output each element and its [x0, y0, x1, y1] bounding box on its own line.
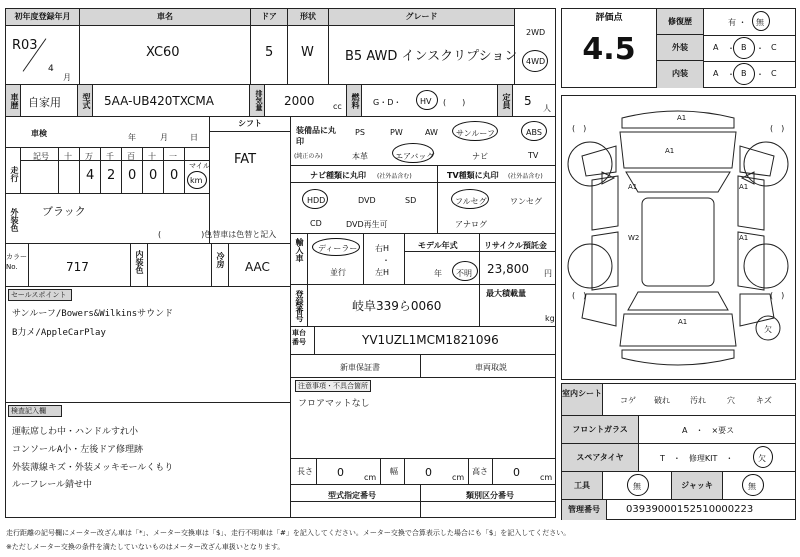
equip-navi: ナビ — [472, 152, 488, 161]
car-diagram — [562, 96, 795, 379]
grade: B5 AWD インスクリプション — [345, 49, 518, 64]
dmg-mark-rear: A1 — [678, 318, 688, 326]
length-cm: cm — [364, 473, 377, 482]
mileage-digit-5: 0 — [170, 168, 179, 183]
usage: 自家用 — [28, 96, 61, 109]
chassis-number: YV1UZL1MCM1821096 — [362, 333, 499, 347]
drive-4wd: 4WD — [526, 57, 546, 66]
mileage-label: 走行 — [10, 165, 19, 182]
cc-unit: cc — [333, 102, 342, 111]
digit-label-4: 百 — [127, 152, 135, 161]
fuel-selected: HV — [420, 97, 432, 106]
type-no-label: 型式指定番号 — [328, 491, 376, 500]
tire-q-3: ( ) — [572, 291, 587, 300]
inspection-day: 日 — [190, 133, 198, 142]
owner-manual: 車両取説 — [475, 363, 507, 372]
color-no-label: カラーNo. — [6, 253, 27, 271]
repair-label: 修復歴 — [657, 9, 703, 35]
digit-label-5: 十 — [148, 152, 156, 161]
repair-options: 有 ・ — [728, 18, 747, 27]
length-label: 長さ — [297, 467, 313, 476]
color-label: 外装色 — [10, 208, 19, 232]
seat-hole: 穴 — [727, 396, 735, 405]
inspector-line-2: コンソールA小・左後ドア修理跡 — [12, 445, 143, 455]
car-name-header: 車名 — [80, 9, 250, 26]
width-value: 0 — [425, 466, 432, 479]
equip-airbag: エアバッグ — [395, 152, 435, 161]
first-reg-month: 4 — [48, 64, 54, 74]
class-no-label: 類別区分番号 — [466, 491, 514, 500]
sales-point-2: B力メ/AppleCarPlay — [12, 328, 106, 338]
shift: FAT — [234, 152, 257, 167]
dmg-mark-hood: A1 — [665, 147, 675, 155]
exterior-grade-b: B — [741, 43, 747, 52]
model-year-unit: 年 — [434, 269, 442, 278]
dmg-mark-right-front: A1 — [739, 183, 749, 191]
navi-hdd: HDD — [307, 196, 326, 205]
displacement-label: 排気量 — [250, 85, 264, 116]
recycle-yen: 円 — [544, 269, 552, 278]
interior-grade-a: A — [713, 69, 719, 78]
inspector-line-4: ルーフレール錆せ中 — [12, 480, 93, 490]
recycle-amount: 23,800 — [487, 262, 529, 276]
door-count: 5 — [265, 45, 274, 60]
capacity-unit: 人 — [543, 104, 551, 113]
tv-sub: (社外品含む) — [508, 173, 543, 180]
displacement: 2000 — [284, 94, 315, 108]
first-reg-header: 初年度登録年月 — [6, 9, 79, 26]
exterior-grade-c: C — [771, 43, 777, 52]
ac-label: 冷房 — [216, 252, 225, 268]
mileage-digit-4: 0 — [149, 168, 158, 183]
tire-q-2: ( ) — [770, 124, 785, 133]
seat-burn: コゲ — [620, 396, 636, 405]
model-label: 型式 — [78, 85, 92, 116]
equip-abs: ABS — [526, 128, 542, 137]
equipment-sub: (純正のみ) — [294, 153, 323, 160]
navi-cd: CD — [310, 219, 322, 228]
seat-dirt: 汚れ — [690, 396, 706, 405]
inspection-year: 年 — [128, 133, 136, 142]
inspection-header: 車検 — [31, 129, 47, 138]
equip-ps: PS — [355, 128, 365, 137]
equipment-label: 装備品に丸印 — [296, 126, 336, 146]
usage-label: 車歴 — [6, 85, 20, 116]
digit-label-6: 一 — [169, 152, 177, 161]
inspector-line-1: 運転席しわ中・ハンドルすれ小 — [12, 427, 139, 437]
equip-leather: 本革 — [352, 152, 368, 161]
import-dot: ・ — [382, 256, 390, 265]
equip-aw: AW — [425, 128, 438, 137]
exterior-dot-2: ・ — [756, 44, 764, 53]
mileage-symbol-label: 記号 — [33, 152, 49, 161]
mgmt-number: 03939000152510000223 — [626, 504, 754, 515]
spare-tire-selected: 欠 — [758, 454, 766, 463]
length-value: 0 — [337, 466, 344, 479]
interior-dot-1: ・ — [727, 70, 735, 79]
fuel-options: G・D・ — [373, 98, 402, 107]
digit-label-3: 千 — [106, 152, 114, 161]
inspector-label: 検査記入欄 — [8, 405, 62, 417]
grade-header: グレード — [329, 9, 514, 26]
width-label: 幅 — [390, 467, 398, 476]
interior-color-label: 内装色 — [135, 250, 144, 274]
door-header: ドア — [251, 9, 287, 26]
model-year-unknown: 不明 — [456, 269, 472, 278]
dmg-mark-right-rear: A1 — [739, 234, 749, 242]
model: 5AA-UB420TXCMA — [104, 94, 214, 108]
notes-label: 注意事項・不具合箇所 — [295, 380, 371, 392]
registration-plate: 岐阜339ら0060 — [352, 299, 442, 313]
mileage-digit-2: 2 — [107, 168, 116, 183]
footer-note-1: 走行距離の記号欄にメーター改ざん車は「*」、メーター交換車は「$」、走行不明車は「#」を記入してください。メーター交換で合算表示した場合にも「$」を記入してください。 — [6, 529, 571, 537]
shape-header: 形状 — [288, 9, 328, 26]
body-shape: W — [301, 45, 314, 60]
seat-scratch: キズ — [756, 396, 772, 405]
sales-point-1: サンルーフ/Bowers&Wilkinsサウンド — [12, 309, 174, 319]
tv-fullseg: フルセグ — [455, 197, 487, 206]
tire-q-1: ( ) — [572, 124, 587, 133]
ac: AAC — [245, 260, 270, 274]
month-unit: 月 — [63, 73, 71, 82]
repair-selected: 無 — [756, 18, 764, 27]
digit-label-1: 十 — [64, 152, 72, 161]
fuel-other: ( ) — [443, 98, 466, 107]
dmg-mark-left-front: A1 — [628, 183, 638, 191]
navi-dvd: DVD — [358, 196, 376, 205]
equip-tv: TV — [528, 151, 539, 160]
import-left: 左H — [375, 268, 390, 277]
dmg-mark-left-rear: W2 — [628, 234, 640, 242]
height-label: 高さ — [472, 467, 488, 476]
km-label: km — [190, 176, 203, 185]
equip-sunroof: サンルーフ — [456, 129, 495, 138]
sales-points-label: セールスポイント — [8, 289, 72, 301]
inspector-line-3: 外装薄線キズ・外装メッキモールくもり — [12, 463, 174, 473]
footer-note-2: ※ただしメーター交換の条件を満たしていないものはメーター改ざん車扱いとなります。 — [6, 543, 285, 551]
first-reg-year: R03 — [12, 38, 38, 53]
interior-grade-c: C — [771, 69, 777, 78]
import-parallel: 並行 — [330, 268, 346, 277]
inspection-month: 月 — [160, 133, 168, 142]
windshield-label: フロントガラス — [562, 416, 638, 443]
score-value: 4.5 — [582, 32, 636, 67]
seat-tear: 破れ — [654, 396, 670, 405]
max-load-label: 最大積載量 — [486, 289, 526, 298]
shift-header: シフト — [210, 117, 290, 132]
tools-selected: 無 — [633, 482, 641, 491]
seat-label: 室内シート — [562, 384, 602, 415]
tv-oneseg: ワンセグ — [510, 197, 542, 206]
tv-analog: アナログ — [455, 220, 487, 229]
tire-q-4: ( ) — [770, 291, 785, 300]
capacity-label: 定員 — [498, 85, 512, 116]
capacity: 5 — [524, 94, 532, 108]
interior-dot-2: ・ — [756, 70, 764, 79]
chip-mark: 欠 — [764, 325, 772, 334]
exterior-grade-a: A — [713, 43, 719, 52]
spare-tire-label: スペアタイヤ — [562, 444, 638, 471]
registration-label: 登録番号 — [295, 290, 304, 322]
tools-label: 工具 — [562, 472, 602, 499]
interior-grade-label: 内装 — [657, 61, 703, 88]
color-value: ブラック — [42, 205, 86, 218]
chassis-label: 車台番号 — [292, 329, 306, 346]
equip-pw: PW — [390, 128, 403, 137]
height-value: 0 — [513, 466, 520, 479]
exterior-dot-1: ・ — [727, 44, 735, 53]
tv-label: TV種類に丸印 — [447, 171, 499, 180]
interior-grade-b: B — [741, 69, 747, 78]
dmg-mark-front: A1 — [677, 114, 687, 122]
repaint-note: ( )色替車は色替と記入 — [158, 230, 277, 239]
spare-tire-options: T ・ 修理KIT ・ — [660, 454, 734, 463]
navi-sub: (社外品含む) — [377, 173, 412, 180]
model-year-label: モデル年式 — [418, 241, 458, 250]
import-label: 輸入車 — [295, 238, 304, 262]
digit-label-2: 万 — [85, 152, 93, 161]
navi-sd: SD — [405, 196, 417, 205]
score-label: 評価点 — [595, 13, 623, 23]
navi-dvd-play: DVD再生可 — [346, 220, 388, 229]
jack-selected: 無 — [748, 482, 756, 491]
navi-label: ナビ種類に丸印 — [310, 171, 366, 180]
drive-2wd: 2WD — [526, 28, 546, 37]
fuel-label: 燃料 — [347, 85, 361, 116]
jack-label: ジャッキ — [672, 472, 722, 499]
mileage-digit-3: 0 — [128, 168, 137, 183]
import-right: 右H — [375, 244, 390, 253]
max-load-kg: kg — [545, 314, 555, 323]
height-cm: cm — [540, 473, 553, 482]
color-no: 717 — [66, 260, 89, 274]
import-dealer: ディーラー — [318, 244, 358, 253]
new-car-warranty: 新車保証書 — [340, 363, 380, 372]
mileage-digit-1: 4 — [86, 168, 95, 183]
recycle-label: リサイクル預託金 — [484, 241, 547, 250]
notes-value: フロアマットなし — [298, 399, 370, 409]
exterior-label: 外装 — [657, 35, 703, 61]
mgmt-label: 管理番号 — [562, 500, 606, 520]
mile-label: マイル — [189, 162, 210, 170]
width-cm: cm — [452, 473, 465, 482]
car-name: XC60 — [146, 45, 180, 60]
windshield-value: A ・ ×要ス — [682, 426, 735, 435]
